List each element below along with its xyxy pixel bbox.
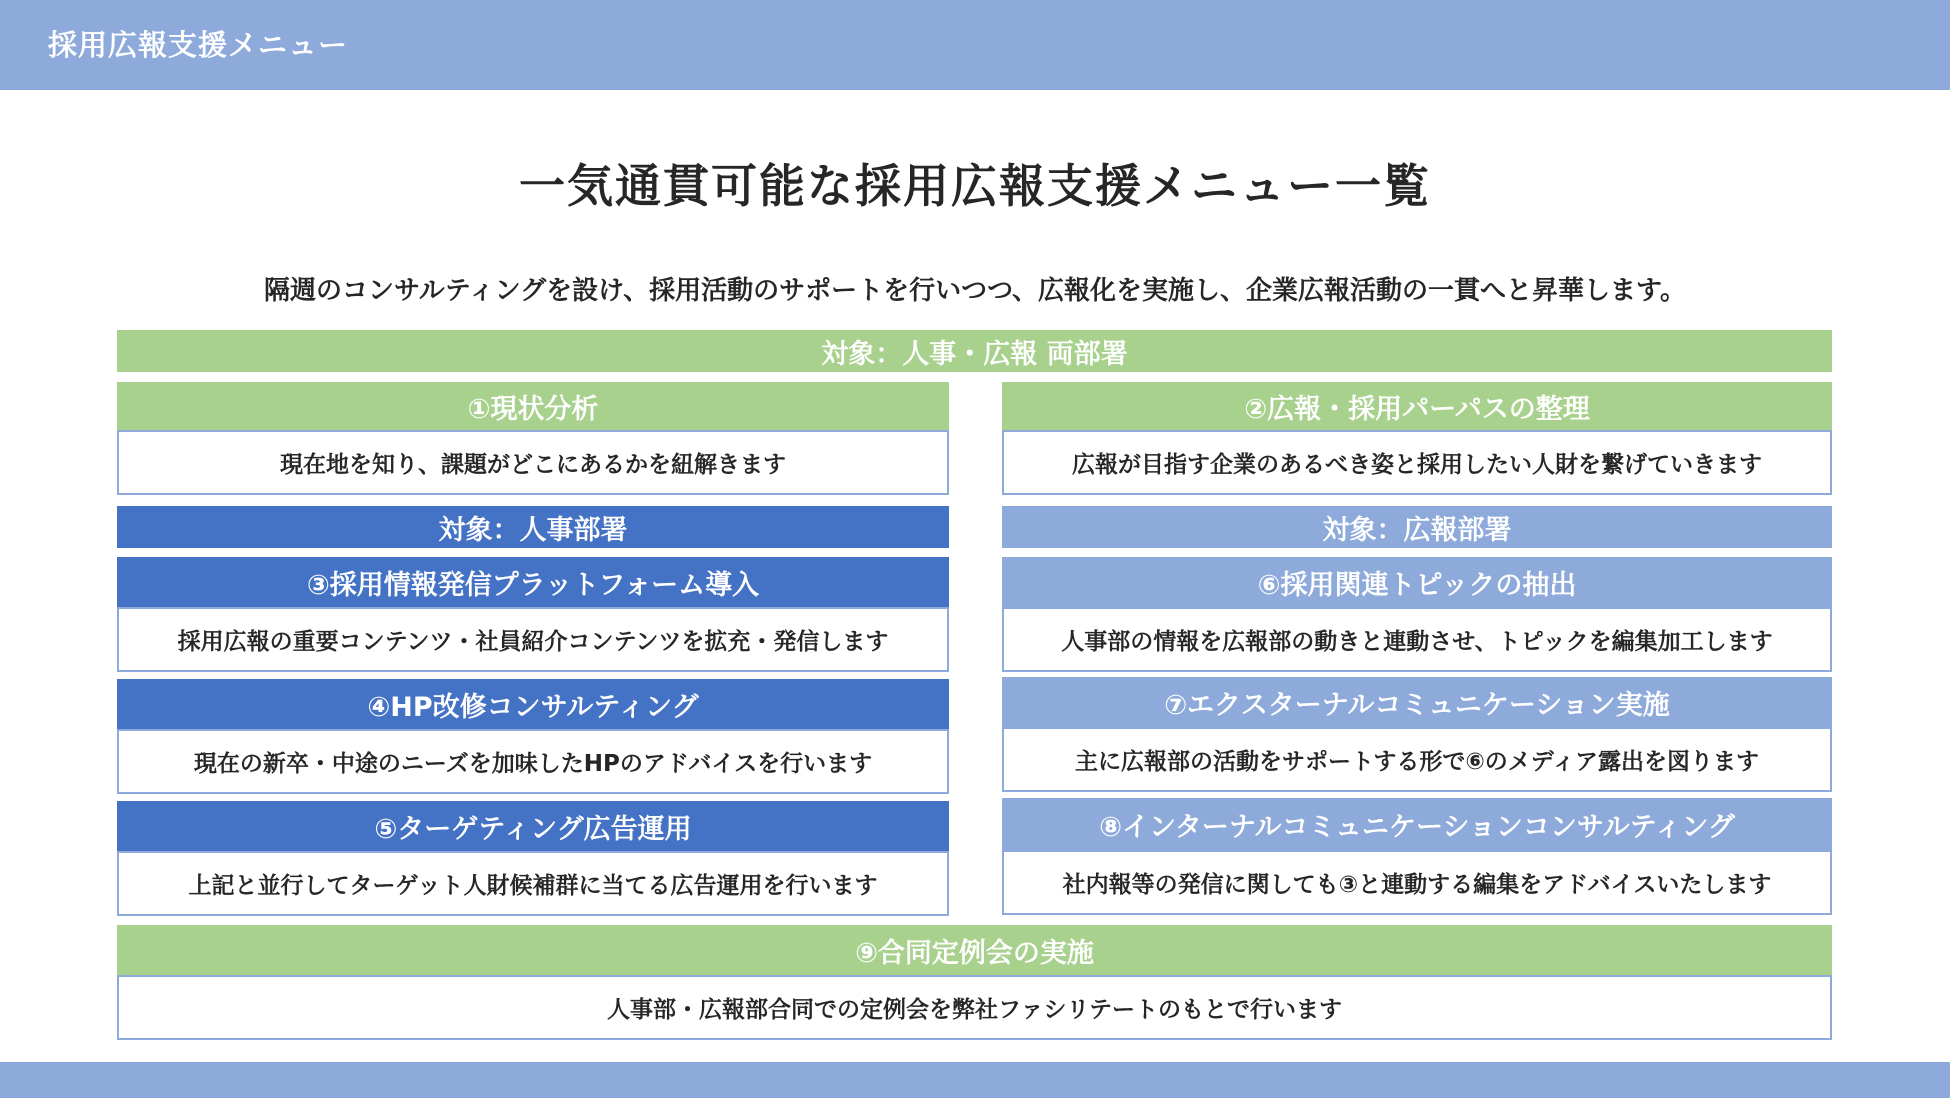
lead-text: 隔週のコンサルティングを設け、採用活動のサポートを行いつつ、広報化を実施し、企業広報活動の一貫へと昇華します。	[264, 276, 1686, 306]
item-2-text: 広報が目指す企業のあるべき姿と採用したい人財を繋げていきます	[1002, 430, 1832, 495]
page-title: 一気通貫可能な採用広報支援メニュー一覧	[519, 159, 1431, 213]
item-4-heading: ④HP改修コンサルティング	[117, 679, 949, 729]
item-9-heading: ⑨合同定例会の実施	[117, 925, 1832, 975]
section-label-pr: 対象：広報部署	[1002, 506, 1832, 548]
item-3-text: 採用広報の重要コンテンツ・社員紹介コンテンツを拡充・発信します	[117, 607, 949, 672]
item-1-heading: ①現状分析	[117, 382, 949, 430]
item-1-text: 現在地を知り、課題がどこにあるかを紐解きます	[117, 430, 949, 495]
item-5-heading: ⑤ターゲティング広告運用	[117, 801, 949, 851]
item-7-heading: ⑦エクスターナルコミュニケーション実施	[1002, 677, 1832, 727]
item-7-text: 主に広報部の活動をサポートする形で⑥のメディア露出を図ります	[1002, 727, 1832, 792]
item-6-heading: ⑥採用関連トピックの抽出	[1002, 557, 1832, 607]
item-6-text: 人事部の情報を広報部の動きと連動させ、トピックを編集加工します	[1002, 607, 1832, 672]
section-label-hr: 対象：人事部署	[117, 506, 949, 548]
header-menu-title: 採用広報支援メニュー	[48, 28, 349, 62]
item-8-text: 社内報等の発信に関しても③と連動する編集をアドバイスいたします	[1002, 850, 1832, 915]
item-9-text: 人事部・広報部合同での定例会を弊社ファシリテートのもとで行います	[117, 975, 1832, 1040]
item-2-heading: ②広報・採用パーパスの整理	[1002, 382, 1832, 430]
item-4-text: 現在の新卒・中途のニーズを加味したHPのアドバイスを行います	[117, 729, 949, 794]
item-8-heading: ⑧インターナルコミュニケーションコンサルティング	[1002, 798, 1832, 850]
item-5-text: 上記と並行してターゲット人財候補群に当てる広告運用を行います	[117, 851, 949, 916]
item-3-heading: ③採用情報発信プラットフォーム導入	[117, 557, 949, 607]
bottom-footer-band	[0, 1062, 1950, 1098]
section-label-both: 対象：人事・広報 両部署	[117, 330, 1832, 372]
top-header-band	[0, 0, 1950, 90]
